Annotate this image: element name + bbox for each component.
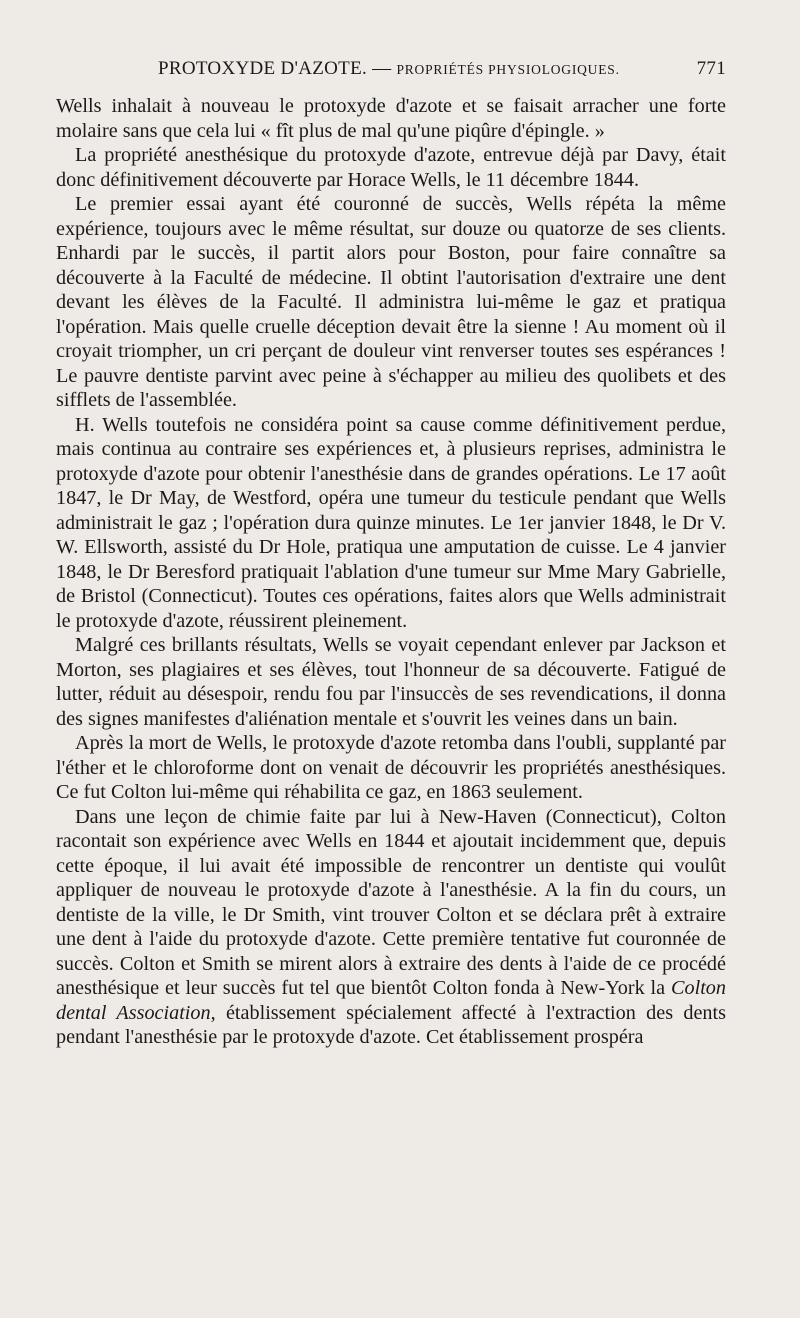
page-number: 771 <box>696 58 726 79</box>
paragraph: Après la mort de Wells, le protoxyde d'azote retomba dans l'oubli, supplanté par l'éther et le chloroforme dont on venait de découvrir les propriétés anesthésiques. Ce fut Colton lui-même qui réhabilita ce gaz, en 1863 seulement. <box>56 732 726 803</box>
paragraph-text-continued: , établissement spécialement affecté à l'extraction des dents pendant l'anesthésie par le protoxyde d'azote. Cet établissement prospéra <box>56 1001 726 1048</box>
italic-institution-name: Colton dental Association <box>56 977 726 1024</box>
title-separator: — <box>367 58 397 79</box>
body-text <box>56 94 726 1050</box>
paragraph-text: Dans une leçon de chimie faite par lui à New-Haven (Connecticut), Colton racontait son expérience avec Wells en 1844 et ajoutait incidemment que, depuis cette époque, il lui avait été impossible de rencontrer un dentiste qui voulût appliquer de nouveau le protoxyde d'azote à l'anesthésie. A la fin du cours, un dentiste de la ville, le Dr Smith, vint trouver Colton et se déclara prêt à extraire une dent à l'aide du protoxyde d'azote. Cette première tentative fut couronnée de succès. Colton et Smith se mirent alors à extraire des dents à l'aide de ce procédé anesthésique et leur succès fut tel que bientôt Colton fonda à New-York la <box>56 805 726 999</box>
paragraph <box>56 805 726 1050</box>
paragraph: La propriété anesthésique du protoxyde d'azote, entrevue déjà par Davy, était donc définitivement découverte par Horace Wells, le 11 décembre 1844. <box>56 144 726 191</box>
running-head <box>56 58 726 88</box>
chapter-title: PROTOXYDE D'AZOTE. <box>158 58 368 79</box>
paragraph: H. Wells toutefois ne considéra point sa cause comme définitivement perdue, mais continua au contraire ses expériences et, à plusieurs reprises, administra le protoxyde d'azote pour obtenir l'anesthésie dans de grandes opérations. Le 17 août 1847, le Dr May, de Westford, opéra une tumeur du testicule pendant que Wells administrait le gaz ; l'opération dura quinze minutes. Le 1er janvier 1848, le Dr V. W. Ellsworth, assisté du Dr Hole, pratiqua une amputation de cuisse. Le 4 janvier 1848, le Dr Beresford pratiquait l'ablation d'une tumeur sur Mme Mary Gabrielle, de Bristol (Connecticut). Toutes ces opérations, faites alors que Wells administrait le protoxyde d'azote, réussirent pleinement. <box>56 413 726 632</box>
section-title: PROPRIÉTÉS PHYSIOLOGIQUES. <box>396 62 620 77</box>
paragraph: Wells inhalait à nouveau le protoxyde d'azote et se faisait arracher une forte molaire sans que cela lui « fît plus de mal qu'une piqûre d'épingle. » <box>56 95 726 142</box>
paragraph: Malgré ces brillants résultats, Wells se voyait cependant enlever par Jackson et Morton, ses plagiaires et ses élèves, tout l'honneur de sa découverte. Fatigué de lutter, réduit au désespoir, rendu fou par l'insuccès de ses revendications, il donna des signes manifestes d'aliénation mentale et s'ouvrit les veines dans un bain. <box>56 634 726 730</box>
paragraph: Le premier essai ayant été couronné de succès, Wells répéta la même expérience, toujours avec le même résultat, sur douze ou quatorze de ses clients. Enhardi par le succès, il partit alors pour Boston, pour faire connaître sa découverte à la Faculté de médecine. Il obtint l'autorisation d'extraire une dent devant les élèves de la Faculté. Il administra lui-même le gaz et pratiqua l'opération. Mais quelle cruelle déception devait être la sienne ! Au moment où il croyait triompher, un cri perçant de douleur vint renverser toutes ses espérances ! Le pauvre dentiste parvint avec peine à s'échapper au milieu des quolibets et des sifflets de l'assemblée. <box>56 193 726 411</box>
running-head-title <box>56 58 620 80</box>
